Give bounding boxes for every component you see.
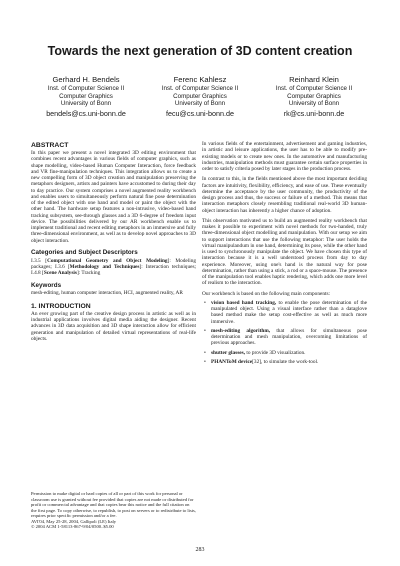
abstract-heading: ABSTRACT <box>31 142 69 149</box>
author-bendels <box>30 75 142 119</box>
body-paragraph: This observation motivated us to build an augmented reality workbench that makes it possible to experiment with novel methods for two-handed, truly three-dimensional object modelling and manipulation. With our setup we aim to support interactions that use the following metaphor: The user holds the virtual manipulandum in one hand, determining its pose, while the other hand is used to synchronously manipulate the object. We have chosen this type of interaction because it is a well understood process from day to day experience. Moreover, using one's hand is the natural way for pose determination, rather than using a stick, a rod or a space-mouse. The presence of the manipulation tool enables haptic rendering, which adds one more level of realism to the interaction. <box>202 217 367 287</box>
author-affiliation: University of Bonn <box>60 100 112 108</box>
categories-heading: Categories and Subject Descriptors <box>31 248 138 256</box>
ccs-plain: ]: Modeling packages; I.3.6 [ <box>31 257 196 270</box>
copyright-line: © 2004 ACM 1-58113-867-9/04/0500..$5.00 <box>31 524 114 529</box>
bullet-marker: • <box>204 358 206 365</box>
list-item <box>202 300 367 325</box>
body-paragraph: Our workbench is based on the following main components: <box>202 290 330 297</box>
author-name: Gerhard H. Bendels <box>52 75 120 84</box>
paper-title: Towards the next generation of 3D content creation <box>47 44 353 58</box>
author-email: rk@cs.uni-bonn.de <box>283 108 345 118</box>
author-klein <box>258 75 370 119</box>
author-kahlesz <box>144 75 256 119</box>
page-number: 283 <box>195 547 205 553</box>
body-paragraph: In various fields of the entertainment, advertisement and gaming industries, in artistic and leisure applications, the user has to be able to modify pre-existing models or to create new ones. In the automotive and manufacturing industries, manipulation methods must guarantee certain surface properties in order to satisfy criteria posed by later stages in the production process. <box>202 141 367 172</box>
list-item <box>202 359 367 365</box>
ccs-plain: ]: Tracking <box>76 270 101 277</box>
categories-text <box>31 258 196 277</box>
list-item-term: PHANToM device <box>211 358 253 365</box>
author-affiliation: Computer Graphics <box>59 92 113 100</box>
author-affiliation: Inst. of Computer Science II <box>161 85 239 92</box>
ccs-code: I.3.5 [ <box>31 257 48 264</box>
ccs-category: Methodology and Techniques <box>69 264 140 270</box>
right-column <box>202 141 367 368</box>
left-column <box>31 141 196 342</box>
author-affiliation: University of Bonn <box>174 100 226 108</box>
list-item <box>202 350 367 356</box>
list-item-text: that allows for simultaneous pose determination and mesh manipulation, overcoming limitations of previous approaches. <box>211 327 367 347</box>
body-paragraph: In contrast to this, in the fields mentioned above the most important deciding factors are intuitivity, flexibility, efficiency, and ease of use. These eventually determine the acceptance by the user community, the productivity of the design process and thus, the success or failure of a method. This means that interaction metaphors closely resembling traditional real-world 3D human-object interaction has inherently a higher chance of adoption. <box>202 176 367 214</box>
permission-notice <box>31 491 196 530</box>
keywords-heading: Keywords <box>31 281 62 289</box>
author-affiliation: Inst. of Computer Science II <box>275 85 353 92</box>
abstract-text: In this paper we present a novel integrated 3D editing environment that combines recent advantages in various fields of computer graphics, such as shape modelling, video-based Human Computer Interaction, force feedback and VR fine-manipulation techniques. This integration allows us to create a new compelling form of 3D object creation and manipulation preserving the metaphors designers, artists and painters have accustomed to during their day to day practice. Our system comprises a novel augmented reality workbench and enables users to simultaneously perform natural fine pose determination of the edited object with one hand and model or paint the object with the other hand. The hardware setup features a non-intrusive, video-based hand tracking subsystem, see-through glasses and a 3D 6-degree of freedom input device. The possibilities delivered by our AR workbench enable us to implement traditional and recent editing metaphors in an immersive and fully three-dimensional environment, as well as to develop novel approaches to 3D object interaction. <box>31 150 196 244</box>
ccs-category: Computational Geometry and Object Modeling <box>47 257 168 264</box>
author-email: bendels@cs.uni-bonn.de <box>46 108 126 118</box>
list-item-term: shutter glasses, <box>211 349 246 356</box>
keywords-text: mesh-editing, human computer interaction, HCI, augmented reality, AR <box>31 289 183 296</box>
list-item <box>202 328 367 347</box>
author-affiliation: Computer Graphics <box>287 92 341 100</box>
list-item-term: vision based hand tracking, <box>211 299 277 306</box>
bullet-marker: • <box>204 327 206 334</box>
component-list <box>202 300 367 365</box>
list-item-text: to provide 3D visualization. <box>245 349 306 356</box>
venue-line: AVI'04, May 25-28, 2004, Gallipoli (LE) Italy <box>31 518 117 524</box>
author-affiliation: University of Bonn <box>288 100 340 108</box>
list-item-term: mesh-editing algorithm, <box>211 327 271 334</box>
permission-text: Permission to make digital or hard copies of all or part of this work for personal or classroom use is granted without fee provided that copies are not made or distributed for profit or commercial advantage and that copies bear this notice and the full citation on the first page. To copy otherwise, to republish, to post on servers or to redistribute to lists, requires prior specific permission and/or a fee. <box>31 491 196 518</box>
ccs-plain: ]: Interaction techniques; I.4.8 [ <box>31 264 196 277</box>
ccs-category: Scene Analysis <box>43 270 77 277</box>
author-block <box>30 75 370 119</box>
introduction-text: An ever growing part of the creative design process in artistic as well as in industrial applications involves digital media aiding the designer. Recent advances in 3D data acquisition and 3D shape interaction allow for efficient generation and manipulation of detailed virtual representations of real-life objects. <box>31 310 196 342</box>
list-item-text: [32], to simulate the work-tool. <box>252 358 319 365</box>
author-name: Reinhard Klein <box>289 75 339 84</box>
author-affiliation: Computer Graphics <box>173 92 227 100</box>
introduction-heading: 1. INTRODUCTION <box>31 302 91 310</box>
author-email: fecu@cs.uni-bonn.de <box>165 108 235 118</box>
list-item-text: to enable the pose determination of the manipulated object. Using a visual interface rather than a dataglove based method make the setup cost-effective as well as much more immersive. <box>211 299 367 325</box>
bullet-marker: • <box>204 349 206 356</box>
author-affiliation: Inst. of Computer Science II <box>47 85 125 92</box>
bullet-marker: • <box>204 299 206 306</box>
author-name: Ferenc Kahlesz <box>173 75 227 84</box>
